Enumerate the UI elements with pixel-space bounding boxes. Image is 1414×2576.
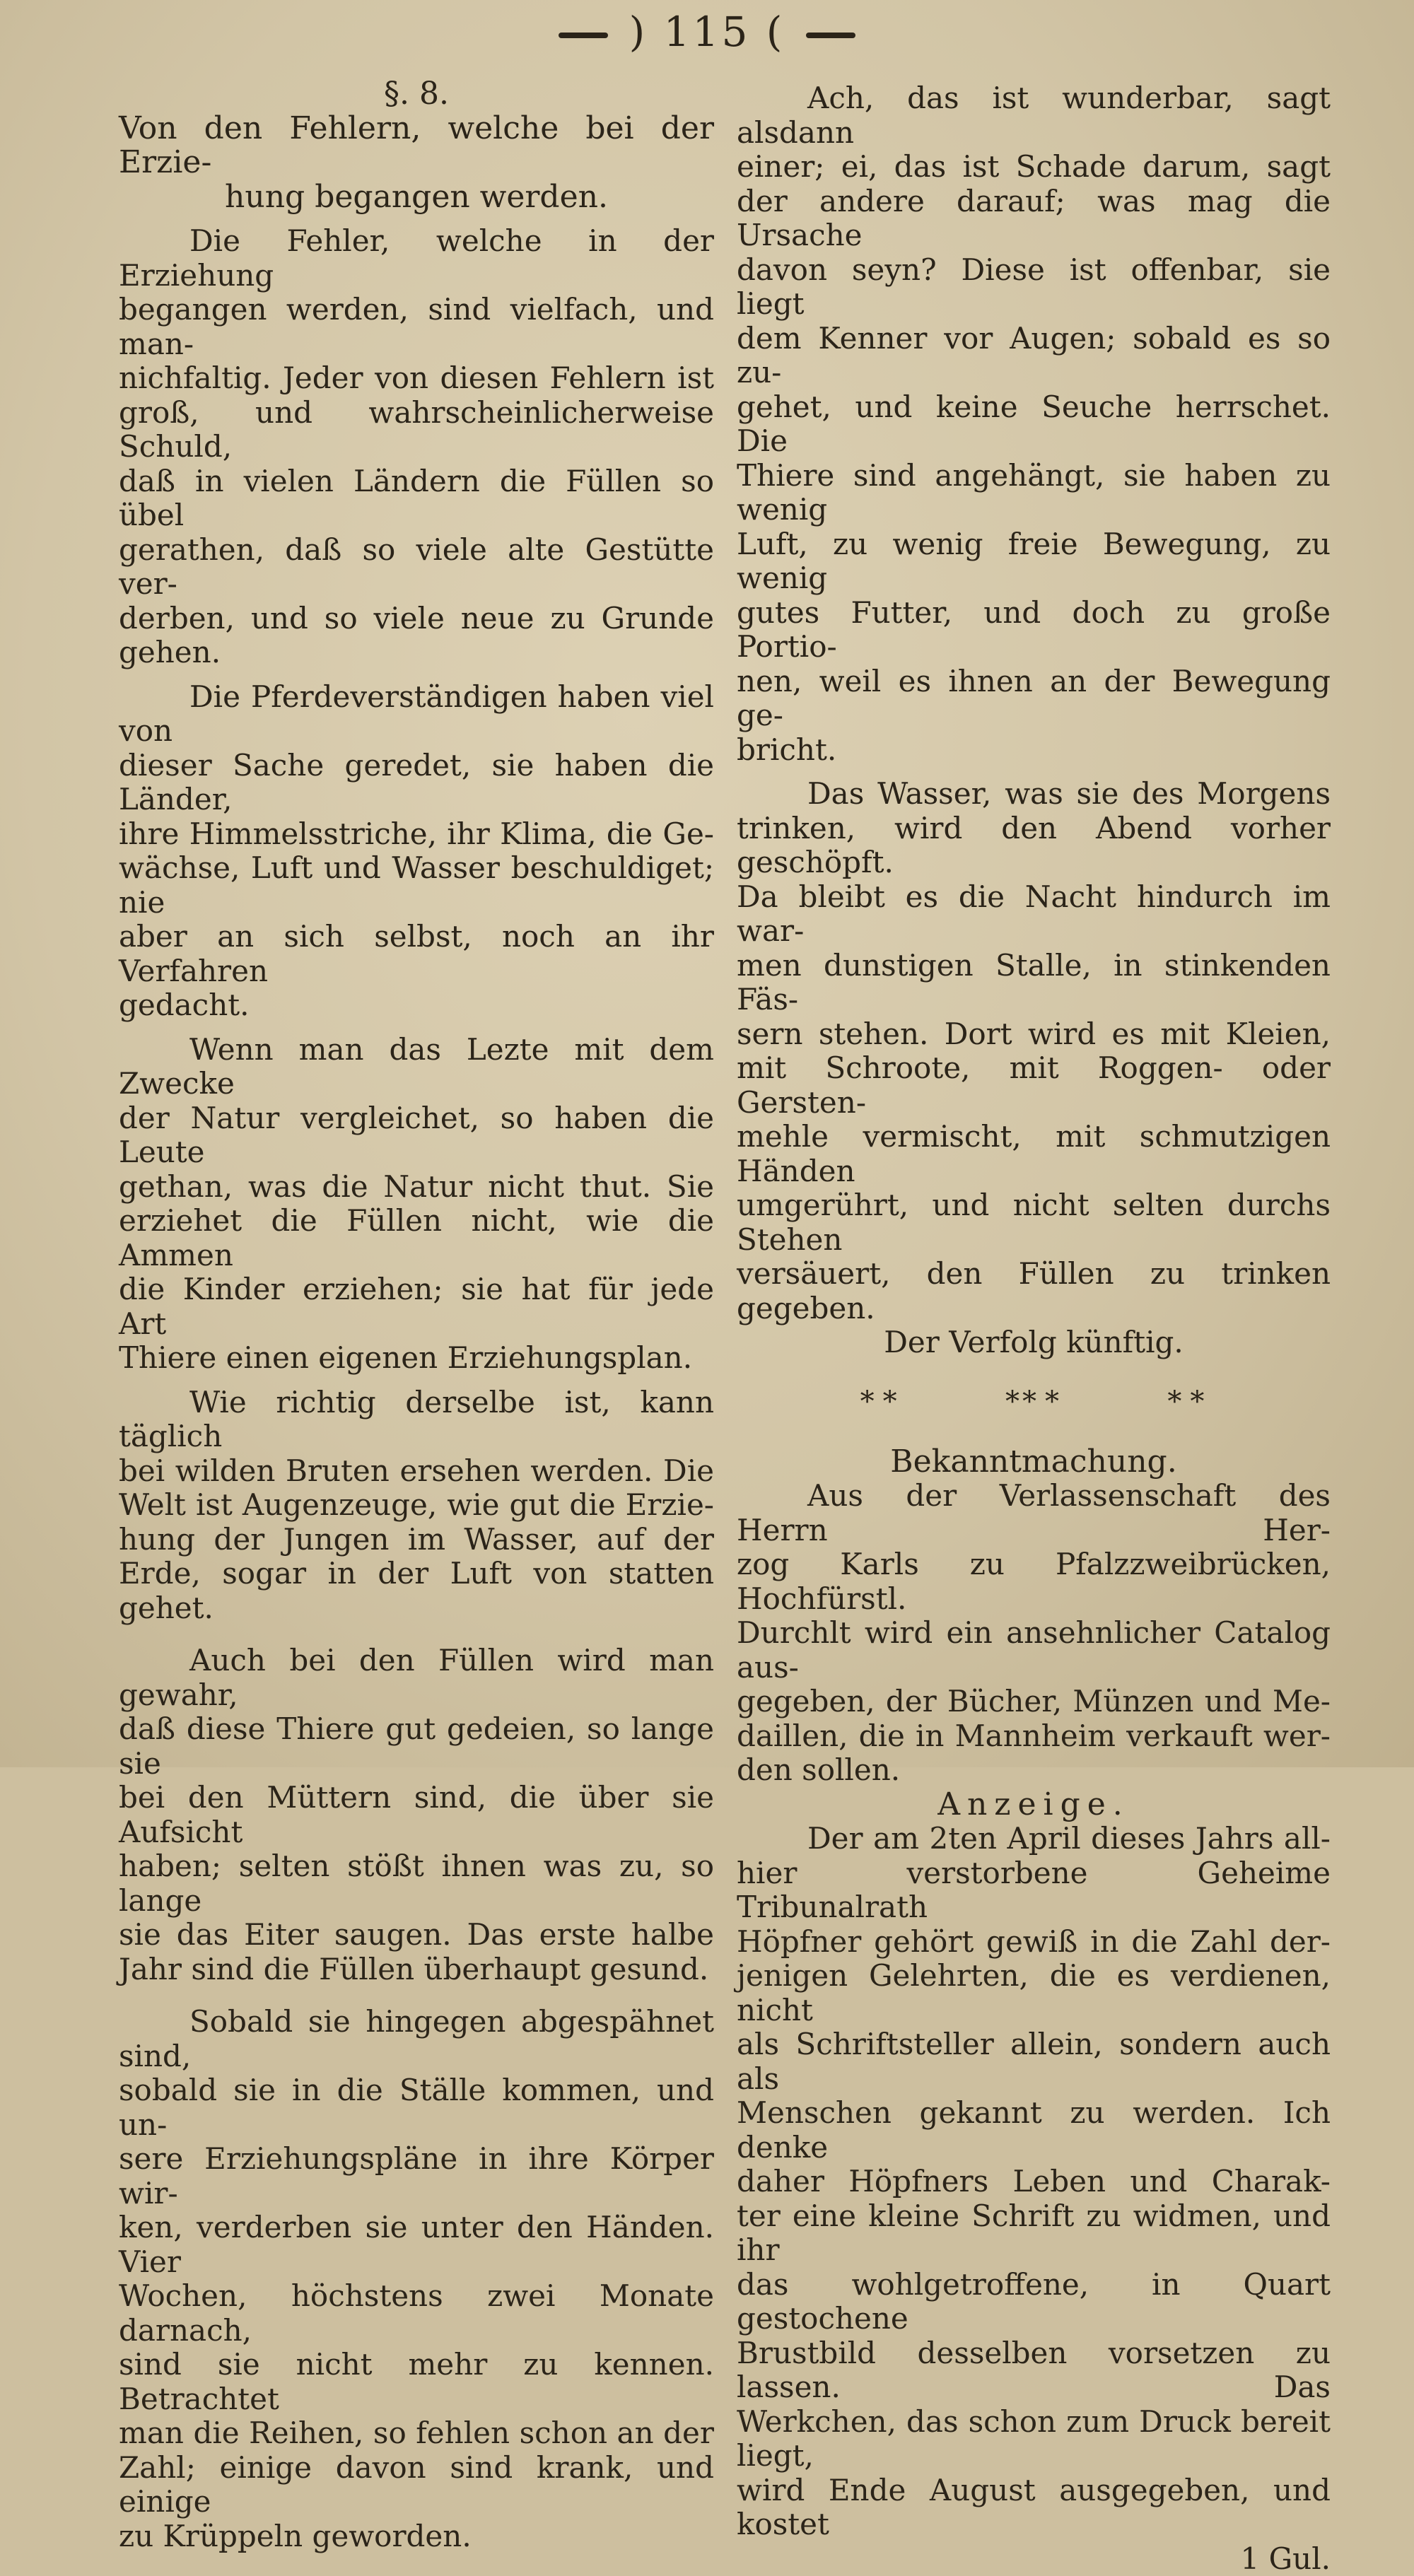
text-line: nichfaltig. Jeder von diesen Fehlern ist	[119, 361, 714, 396]
text-line: wird Ende August ausgegeben, und kostet	[737, 2473, 1331, 2542]
text-line: groß, und wahrscheinlicherweise Schuld,	[119, 396, 714, 464]
text-line: umgerührt, und nicht selten durchs Stehen	[737, 1188, 1331, 1257]
section-divider	[737, 1360, 1331, 1445]
text-line: davon seyn? Diese ist offenbar, sie liegt	[737, 253, 1331, 322]
text-line: haben; selten stößt ihnen was zu, so lange	[119, 1849, 714, 1918]
text-line: man die Reihen, so fehlen schon an der	[119, 2416, 714, 2451]
text-line: sere Erziehungspläne in ihre Körper wir-	[119, 2142, 714, 2211]
continuation-note: Der Verfolg künftig.	[737, 1325, 1331, 1360]
text-line: ken, verderben sie unter den Händen. Vier	[119, 2211, 714, 2279]
header-rule-left	[559, 33, 608, 38]
text-line: Menschen gekannt zu werden. Ich denke	[737, 2096, 1331, 2165]
paragraph	[119, 680, 714, 1023]
text-line: zog Karls zu Pfalzzweibrücken, Hochfürstl.	[737, 1547, 1331, 1616]
paragraph	[119, 1644, 714, 1986]
text-line: Welt ist Augenzeuge, wie gut die Erzie-	[119, 1488, 714, 1523]
text-line: ter eine kleine Schrift zu widmen, und ihr	[737, 2199, 1331, 2268]
announcement-paragraph	[737, 1479, 1331, 1788]
left-column	[119, 81, 714, 2553]
text-line: sind sie nicht mehr zu kennen. Betrachtet	[119, 2348, 714, 2416]
text-line: Wenn man das Lezte mit dem Zwecke	[119, 1033, 714, 1101]
paragraph	[119, 2005, 714, 2553]
text-line: der andere darauf; was mag die Ursache	[737, 185, 1331, 253]
text-line: versäuert, den Füllen zu trinken gegeben.	[737, 1257, 1331, 1325]
text-line: dieser Sache geredet, sie haben die Länder,	[119, 749, 714, 817]
text-line: daß in vielen Ländern die Füllen so übel	[119, 464, 714, 533]
text-line: daß diese Thiere gut gedeien, so lange sie	[119, 1712, 714, 1781]
header-rule-right	[806, 33, 855, 38]
text-line: Wie richtig derselbe ist, kann täglich	[119, 1386, 714, 1454]
text-line: die Kinder erziehen; sie hat für jede Art	[119, 1272, 714, 1341]
text-line: trinken, wird den Abend vorher geschöpft.	[737, 812, 1331, 880]
text-line: Aus der Verlassenschaft des Herrn Her-	[737, 1479, 1331, 1547]
text-line: jenigen Gelehrten, die es verdienen, nicht	[737, 1959, 1331, 2027]
announcement-title: Bekanntmachung.	[737, 1445, 1331, 1480]
text-line: Luft, zu wenig freie Bewegung, zu wenig	[737, 527, 1331, 596]
text-line: bei wilden Bruten ersehen werden. Die	[119, 1454, 714, 1489]
text-line: dem Kenner vor Augen; sobald es so zu-	[737, 322, 1331, 390]
text-line: Jahr sind die Füllen überhaupt gesund.	[119, 1953, 714, 1987]
text-line: begangen werden, sind vielfach, und man-	[119, 293, 714, 361]
asterism: * *	[1167, 1385, 1207, 1419]
text-line: Die Fehler, welche in der Erziehung	[119, 224, 714, 293]
section-number: §. 8.	[119, 77, 714, 112]
text-line: sern stehen. Dort wird es mit Kleien,	[737, 1017, 1331, 1052]
paragraph	[737, 777, 1331, 1325]
text-line: Höpfner gehört gewiß in die Zahl der-	[737, 1925, 1331, 1960]
right-column	[737, 81, 1331, 2576]
text-line: erziehet die Füllen nicht, wie die Ammen	[119, 1204, 714, 1272]
paragraph	[737, 81, 1331, 767]
text-line: Ach, das ist wunderbar, sagt alsdann	[737, 81, 1331, 150]
text-line: Erde, sogar in der Luft von statten gehet.	[119, 1557, 714, 1625]
section-title-line: hung begangen werden.	[119, 180, 714, 215]
text-line: sie das Eiter saugen. Das erste halbe	[119, 1918, 714, 1953]
text-line: Das Wasser, was sie des Morgens	[737, 777, 1331, 812]
text-line: Da bleibt es die Nacht hindurch im war-	[737, 880, 1331, 949]
text-line: bei den Müttern sind, die über sie Aufsicht	[119, 1781, 714, 1849]
paragraph	[119, 1033, 714, 1376]
text-line: gutes Futter, und doch zu große Portio-	[737, 596, 1331, 665]
text-line: den sollen.	[737, 1753, 1331, 1788]
asterism: * *	[860, 1385, 900, 1419]
text-line: bricht.	[737, 733, 1331, 768]
catchword: 1 Gul.	[737, 2542, 1331, 2576]
text-line: nen, weil es ihnen an der Bewegung ge-	[737, 665, 1331, 733]
paragraph	[119, 1386, 714, 1626]
text-line: Zahl; einige davon sind krank, und einige	[119, 2451, 714, 2519]
paragraph	[119, 224, 714, 670]
text-line: derben, und so viele neue zu Grunde gehen.	[119, 602, 714, 670]
text-line: Thiere einen eigenen Erziehungsplan.	[119, 1341, 714, 1376]
text-line: aber an sich selbst, noch an ihr Verfahren	[119, 920, 714, 988]
text-line: als Schriftsteller allein, sondern auch als	[737, 2027, 1331, 2096]
text-line: Brustbild desselben vorsetzen zu lassen. Das	[737, 2336, 1331, 2405]
text-line: mehle vermischt, mit schmutzigen Händen	[737, 1120, 1331, 1188]
text-line: Durchlt wird ein ansehnlicher Catalog aus-	[737, 1616, 1331, 1685]
text-line: men dunstigen Stalle, in stinkenden Fäs-	[737, 949, 1331, 1017]
text-line: Wochen, höchstens zwei Monate darnach,	[119, 2279, 714, 2348]
text-line: Thiere sind angehängt, sie haben zu wenig	[737, 459, 1331, 527]
text-line: zu Krüppeln geworden.	[119, 2519, 714, 2554]
text-line: der Natur vergleichet, so haben die Leute	[119, 1101, 714, 1170]
text-line: Sobald sie hingegen abgespähnet sind,	[119, 2005, 714, 2073]
text-line: gehet, und keine Seuche herrschet. Die	[737, 390, 1331, 459]
text-line: Die Pferdeverständigen haben viel von	[119, 680, 714, 749]
text-line: wächse, Luft und Wasser beschuldiget; nie	[119, 851, 714, 920]
asterism: ** *	[1005, 1385, 1062, 1419]
text-line: mit Schroote, mit Roggen- oder Gersten-	[737, 1051, 1331, 1120]
notice-paragraph	[737, 1822, 1331, 2576]
text-line: hier verstorbene Geheime Tribunalrath	[737, 1856, 1331, 1925]
text-line: gerathen, daß so viele alte Gestütte ver-	[119, 533, 714, 602]
text-line: daillen, die in Mannheim verkauft wer-	[737, 1719, 1331, 1754]
text-line: gedacht.	[119, 988, 714, 1023]
text-line: Werkchen, das schon zum Druck bereit liegt,	[737, 2405, 1331, 2473]
text-line: einer; ei, das ist Schade darum, sagt	[737, 150, 1331, 185]
section-title	[119, 112, 714, 215]
text-line: ihre Himmelsstriche, ihr Klima, die Ge-	[119, 817, 714, 852]
text-line: gegeben, der Bücher, Münzen und Me-	[737, 1685, 1331, 1719]
page-header	[0, 7, 1414, 57]
text-line: sobald sie in die Ställe kommen, und un-	[119, 2073, 714, 2142]
page-number: ) 115 (	[629, 8, 785, 56]
text-line: daher Höpfners Leben und Charak-	[737, 2165, 1331, 2199]
text-line: hung der Jungen im Wasser, auf der	[119, 1523, 714, 1557]
text-line: Auch bei den Füllen wird man gewahr,	[119, 1644, 714, 1712]
text-line: gethan, was die Natur nicht thut. Sie	[119, 1170, 714, 1205]
notice-title: Anzeige.	[737, 1788, 1331, 1822]
text-line: Der am 2ten April dieses Jahrs all-	[737, 1822, 1331, 1856]
section-title-line: Von den Fehlern, welche bei der Erzie-	[119, 112, 714, 180]
text-line: das wohlgetroffene, in Quart gestochene	[737, 2268, 1331, 2336]
